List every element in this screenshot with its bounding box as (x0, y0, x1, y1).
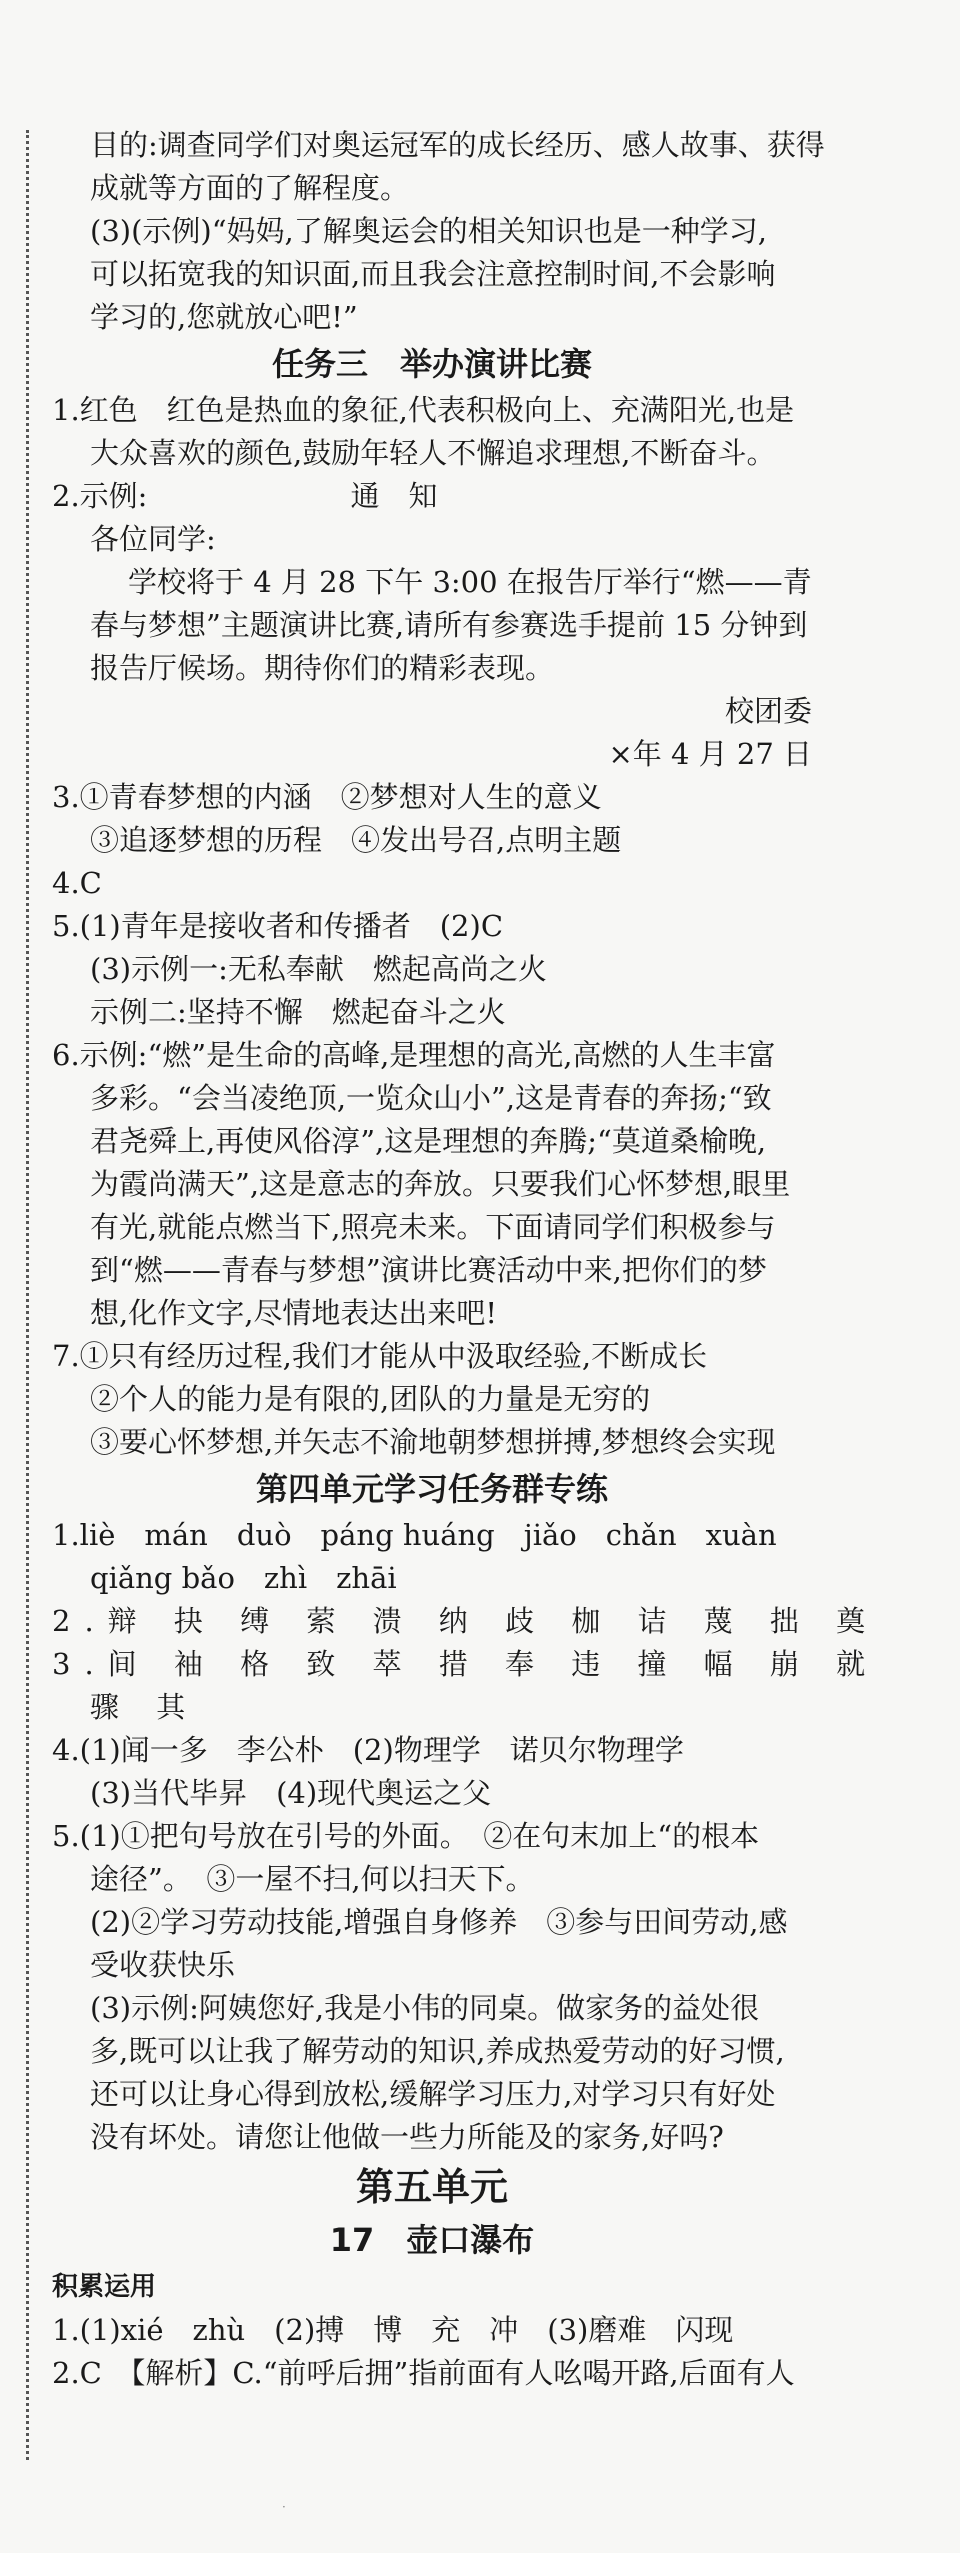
text-line: 还可以让身心得到放松,缓解学习压力,对学习只有好处 (90, 2077, 776, 2111)
text-line: 4.(1)闻一多 李公朴 (2)物理学 诺贝尔物理学 (52, 1733, 684, 1767)
text-line: 骤 其 (90, 1690, 200, 1724)
text-line: 可以拓宽我的知识面,而且我会注意控制时间,不会影响 (90, 257, 776, 291)
text-line: 春与梦想”主题演讲比赛,请所有参赛选手提前 15 分钟到 (90, 608, 808, 642)
text-line: 校团委 (724, 694, 812, 728)
section-heading: 17 壶口瀑布 (329, 2221, 535, 2259)
section-heading: 任务三 举办演讲比赛 (271, 345, 592, 383)
text-line: 受收获快乐 (90, 1948, 236, 1982)
text-line: 为霞尚满天”,这是意志的奔放。只要我们心怀梦想,眼里 (90, 1167, 791, 1201)
page-mark: · (282, 2500, 286, 2514)
text-line: (3)当代毕昇 (4)现代奥运之父 (90, 1776, 492, 1810)
text-line: ③追逐梦想的历程 ④发出号召,点明主题 (90, 823, 622, 857)
text-line: 2.C 【解析】C.“前呼后拥”指前面有人吆喝开路,后面有人 (52, 2356, 795, 2390)
text-line: 到“燃——青春与梦想”演讲比赛活动中来,把你们的梦 (90, 1253, 767, 1287)
text-line: 成就等方面的了解程度。 (90, 171, 410, 205)
text-line: 7.①只有经历过程,我们才能从中汲取经验,不断成长 (52, 1339, 708, 1373)
text-line: ×年 4 月 27 日 (608, 737, 812, 771)
answer-content (52, 124, 880, 2395)
text-line: 学校将于 4 月 28 下午 3:00 在报告厅举行“燃——青 (128, 565, 812, 599)
text-line: 2.示例: 通 知 (52, 479, 438, 513)
text-line: 有光,就能点燃当下,照亮未来。下面请同学们积极参与 (90, 1210, 776, 1244)
text-line: 3.间 袖 格 致 萃 措 奉 违 撞 幅 崩 就 (52, 1647, 880, 1681)
text-line: 大众喜欢的颜色,鼓励年轻人不懈追求理想,不断奋斗。 (90, 436, 776, 470)
text-line: 君尧舜上,再使风俗淳”,这是理想的奔腾;“莫道桑榆晚, (90, 1124, 767, 1158)
text-line: 目的:调查同学们对奥运冠军的成长经历、感人故事、获得 (90, 128, 825, 162)
text-line: 4.C (52, 866, 102, 900)
text-line: 多,既可以让我了解劳动的知识,养成热爱劳动的好习惯, (90, 2034, 785, 2068)
binding-dotted-line (26, 130, 29, 2460)
text-line: 5.(1)青年是接收者和传播者 (2)C (52, 909, 504, 943)
text-line: ③要心怀梦想,并矢志不渝地朝梦想拼搏,梦想终会实现 (90, 1425, 776, 1459)
text-line: (3)(示例)“妈妈,了解奥运会的相关知识也是一种学习, (90, 214, 767, 248)
text-line: 没有坏处。请您让他做一些力所能及的家务,好吗? (90, 2120, 724, 2154)
text-line: 报告厅候场。期待你们的精彩表现。 (90, 651, 555, 685)
text-line: 多彩。“会当凌绝顶,一览众山小”,这是青春的奔扬;“致 (90, 1081, 772, 1115)
text-line: 2.辩 抉 缚 萦 溃 纳 歧 枷 诘 蔑 拙 奠 (52, 1604, 880, 1638)
text-line: 1.liè mán duò páng huáng jiǎo chǎn xuàn (52, 1518, 777, 1552)
text-line: (3)示例:阿姨您好,我是小伟的同桌。做家务的益处很 (90, 1991, 760, 2025)
unit-heading: 第五单元 (355, 2165, 508, 2209)
text-line: (2)②学习劳动技能,增强自身修养 ③参与田间劳动,感 (90, 1905, 788, 1939)
text-line: 途径”。 ③一屋不扫,何以扫天下。 (90, 1862, 535, 1896)
text-line: 5.(1)①把句号放在引号的外面。 ②在句末加上“的根本 (52, 1819, 760, 1853)
sub-heading: 积累运用 (52, 2272, 157, 2302)
text-line: 1.(1)xié zhù (2)搏 博 充 冲 (3)磨难 闪现 (52, 2313, 734, 2347)
text-line: 3.①青春梦想的内涵 ②梦想对人生的意义 (52, 780, 602, 814)
text-line: 各位同学: (90, 522, 216, 556)
text-line: 想,化作文字,尽情地表达出来吧! (90, 1296, 498, 1330)
section-heading: 第四单元学习任务群专练 (255, 1470, 608, 1508)
text-line: ②个人的能力是有限的,团队的力量是无穷的 (90, 1382, 651, 1416)
text-line: 6.示例:“燃”是生命的高峰,是理想的高光,高燃的人生丰富 (52, 1038, 776, 1072)
text-line: 学习的,您就放心吧!” (90, 300, 358, 334)
text-line: 1.红色 红色是热血的象征,代表积极向上、充满阳光,也是 (52, 393, 795, 427)
text-line: (3)示例一:无私奉献 燃起高尚之火 (90, 952, 547, 986)
text-line: 示例二:坚持不懈 燃起奋斗之火 (90, 995, 506, 1029)
text-line: qiǎng bǎo zhì zhāi (90, 1561, 397, 1595)
